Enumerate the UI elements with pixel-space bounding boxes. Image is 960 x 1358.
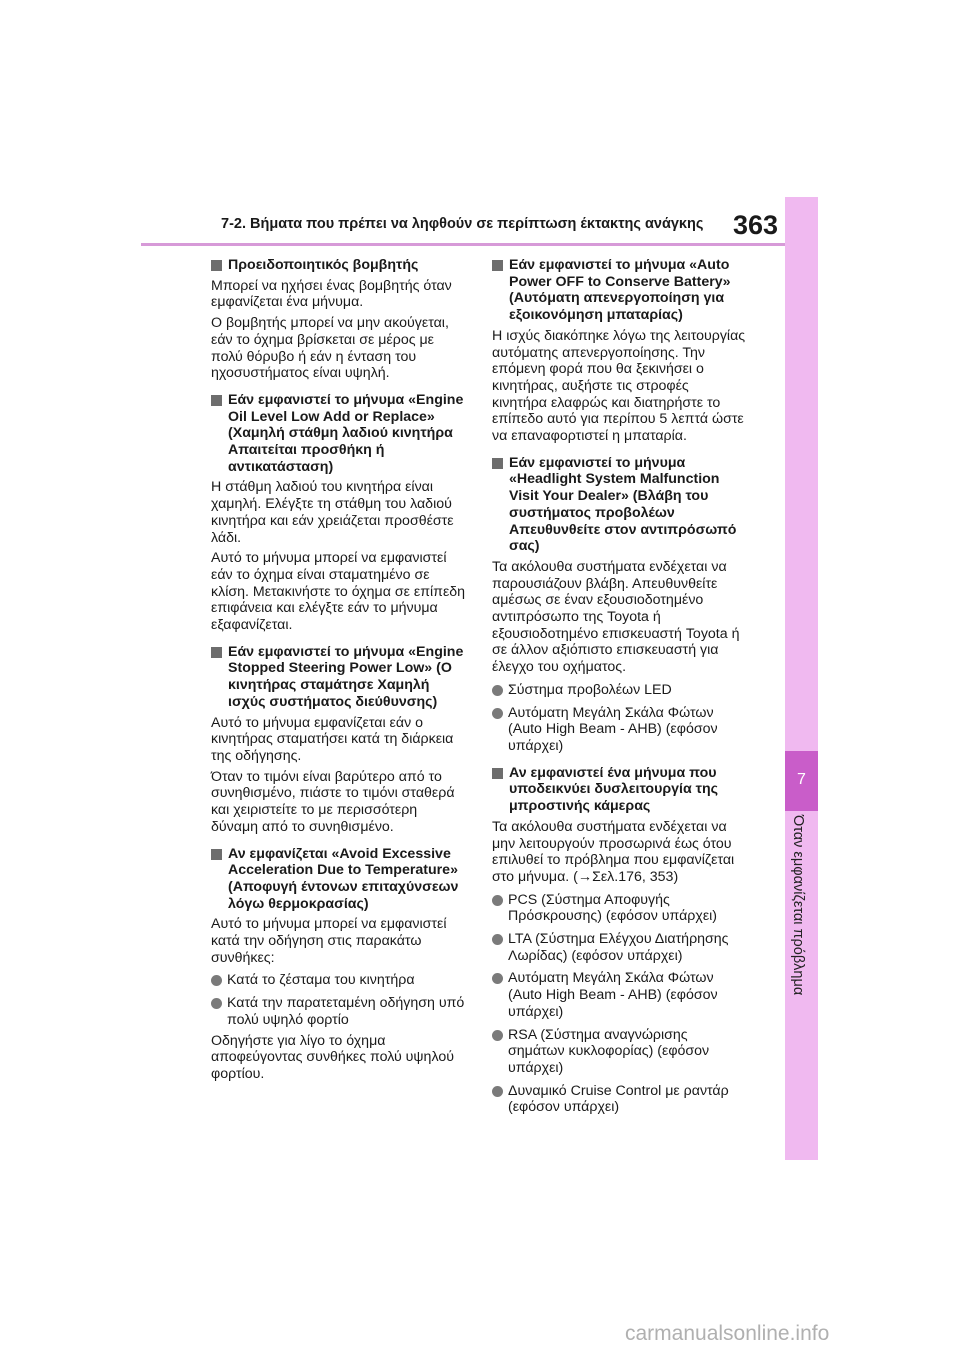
circle-bullet-icon xyxy=(492,685,503,696)
text: Τα ακόλουθα συστήματα ενδέχεται να μην λειτουργούν προσωρινά έως ότου επιλυθεί το πρόβλημα που εμφανίζεται στο μήνυμα. (→Σελ.176, 353) xyxy=(492,818,735,885)
bullet-item xyxy=(492,1083,747,1116)
square-bullet-icon xyxy=(211,849,222,860)
text: Προειδοποιητικός βομβητής xyxy=(228,257,419,273)
paragraph xyxy=(211,315,466,382)
bullet-item xyxy=(492,892,747,925)
paragraph xyxy=(211,769,466,836)
paragraph xyxy=(492,819,747,886)
section-heading xyxy=(211,257,466,274)
text: Αυτό το μήνυμα εμφανίζεται εάν ο κινητήρας σταματήσει κατά τη διάρκεια της οδήγησης. xyxy=(211,714,454,764)
text: Κατά το ζέσταμα του κινητήρα xyxy=(227,972,415,989)
text: Εάν εμφανιστεί το μήνυμα «Engine Oil Level Low Add or Replace» (Χαμηλή στάθμη λαδιού κινητήρα Απαιτείται προσθήκη ή αντικατάσταση) xyxy=(228,391,464,475)
paragraph xyxy=(211,916,466,966)
text: Ο βομβητής μπορεί να μην ακούγεται, εάν το όχημα βρίσκεται σε μέρος με πολύ θόρυβο ή εάν η ένταση του ηχοσυστήματος είναι υψηλή. xyxy=(211,315,449,382)
paragraph xyxy=(211,1033,466,1083)
left-column xyxy=(211,257,466,1083)
section-heading xyxy=(211,392,466,476)
watermark: carmanualsonline.info xyxy=(625,1322,830,1345)
section-heading xyxy=(492,765,747,815)
circle-bullet-icon xyxy=(211,998,222,1009)
circle-bullet-icon xyxy=(492,708,503,719)
page-number: 363 xyxy=(733,210,779,240)
text: Αυτό το μήνυμα μπορεί να εμφανιστεί κατά την οδήγηση στις παρακάτω συνθήκες: xyxy=(211,916,447,966)
text: Αν εμφανίζεται «Avoid Excessive Acceleration Due to Temperature» (Αποφυγή έντονων επιταχύνσεων λόγω θερμοκρασίας) xyxy=(228,845,459,912)
bullet-item xyxy=(492,682,747,699)
section-heading xyxy=(211,846,466,913)
square-bullet-icon xyxy=(492,458,503,469)
text: PCS (Σύστημα Αποφυγής Πρόσκρουσης) (εφόσον υπάρχει) xyxy=(508,891,718,925)
circle-bullet-icon xyxy=(492,973,503,984)
text: Μπορεί να ηχήσει ένας βομβητής όταν εμφανίζεται ένα μήνυμα. xyxy=(211,277,452,311)
circle-bullet-icon xyxy=(492,1030,503,1041)
bullet-item xyxy=(492,931,747,964)
text: Αυτόματη Μεγάλη Σκάλα Φώτων (Auto High Beam - AHB) (εφόσον υπάρχει) xyxy=(508,970,718,1020)
paragraph xyxy=(492,559,747,676)
text: Τα ακόλουθα συστήματα ενδέχεται να παρουσιάζουν βλάβη. Απευθυνθείτε αμέσως σε έναν εξουσιοδοτημένο αντιπρόσωπο της Toyota ή εξουσιοδοτημένο επισκευαστή Toyota ή σε άλλον αξιόπιστο επισκευαστή για έλεγχο του οχήματος. xyxy=(492,558,740,676)
text: RSA (Σύστημα αναγνώρισης σημάτων κυκλοφορίας) (εφόσον υπάρχει) xyxy=(508,1026,710,1076)
text: Εάν εμφανιστεί το μήνυμα «Engine Stopped Steering Power Low» (Ο κινητήρας σταμάτησε Χαμηλή ισχύς συστήματος διεύθυνσης) xyxy=(228,643,464,710)
square-bullet-icon xyxy=(211,260,222,271)
circle-bullet-icon xyxy=(211,975,222,986)
page-header-title: 7-2. Βήματα που πρέπει να ληφθούν σε περίπτωση έκτακτης ανάγκης xyxy=(221,216,704,232)
square-bullet-icon xyxy=(211,647,222,658)
text: Εάν εμφανιστεί το μήνυμα «Headlight System Malfunction Visit Your Dealer» (Βλάβη του συστήματος προβολέων Απευθυνθείτε στον αντιπρόσωπό σας) xyxy=(509,454,737,555)
circle-bullet-icon xyxy=(492,1086,503,1097)
section-heading xyxy=(492,455,747,555)
paragraph xyxy=(211,278,466,311)
circle-bullet-icon xyxy=(492,895,503,906)
text: Δυναμικό Cruise Control με ραντάρ (εφόσον υπάρχει) xyxy=(508,1082,729,1116)
text: Η ισχύς διακόπηκε λόγω της λειτουργίας αυτόματης απενεργοποίησης. Την επόμενη φορά που θα ξεκινήσει ο κινητήρας, αυξήστε τις στροφές κινητήρα ελαφρώς και διατηρήστε το επίπεδο αυτό για περίπου 5 λεπτά ώστε να επαναφορτιστεί η μπαταρία. xyxy=(492,327,746,445)
right-column xyxy=(492,257,747,1116)
bullet-item xyxy=(492,1027,747,1077)
chapter-number: 7 xyxy=(797,771,806,788)
chapter-side-tab xyxy=(785,197,818,1160)
paragraph xyxy=(211,715,466,765)
text: Όταν το τιμόνι είναι βαρύτερο από το συνηθισμένο, πιάστε το τιμόνι σταθερά και χειριστείτε το με περισσότερη δύναμη από το συνηθισμένο. xyxy=(211,768,455,835)
chapter-label: Όταν εμφανίζεται πρόβλημα xyxy=(790,815,806,996)
text: Αυτό το μήνυμα μπορεί να εμφανιστεί εάν το όχημα είναι σταματημένο σε κλίση. Μετακινήστε το όχημα σε επίπεδη επιφάνεια και ελέγξτε εάν το μήνυμα εξαφανίζεται. xyxy=(211,550,466,634)
text: Σύστημα προβολέων LED xyxy=(508,681,672,698)
text: Κατά την παρατεταμένη οδήγηση υπό πολύ υψηλό φορτίο xyxy=(227,995,465,1028)
bullet-item xyxy=(211,972,466,989)
square-bullet-icon xyxy=(211,395,222,406)
bullet-item xyxy=(211,995,466,1028)
text: Αν εμφανιστεί ένα μήνυμα που υποδεικνύει δυσλειτουργία της μπροστινής κάμερας xyxy=(509,764,718,815)
text: Εάν εμφανιστεί το μήνυμα «Auto Power OFF to Conserve Battery» (Αυτόματη απενεργοποίηση για εξοικονόμηση μπαταρίας) xyxy=(509,257,731,324)
paragraph xyxy=(211,550,466,634)
circle-bullet-icon xyxy=(492,934,503,945)
square-bullet-icon xyxy=(492,768,503,779)
section-heading xyxy=(492,257,747,324)
paragraph xyxy=(211,479,466,546)
text: LTA (Σύστημα Ελέγχου Διατήρησης Λωρίδας) (εφόσον υπάρχει) xyxy=(508,931,729,964)
bullet-item xyxy=(492,970,747,1020)
text: Αυτόματη Μεγάλη Σκάλα Φώτων (Auto High Beam - AHB) (εφόσον υπάρχει) xyxy=(508,704,718,754)
square-bullet-icon xyxy=(492,260,503,271)
paragraph xyxy=(492,328,747,445)
text: Οδηγήστε για λίγο το όχημα αποφεύγοντας συνθήκες πολύ υψηλού φορτίου. xyxy=(211,1032,454,1082)
text: Η στάθμη λαδιού του κινητήρα είναι χαμηλή. Ελέγξτε τη στάθμη του λαδιού κινητήρα και εάν χρειάζεται προσθέστε λάδι. xyxy=(211,479,454,546)
header-divider xyxy=(141,243,785,246)
section-heading xyxy=(211,644,466,711)
bullet-item xyxy=(492,705,747,755)
